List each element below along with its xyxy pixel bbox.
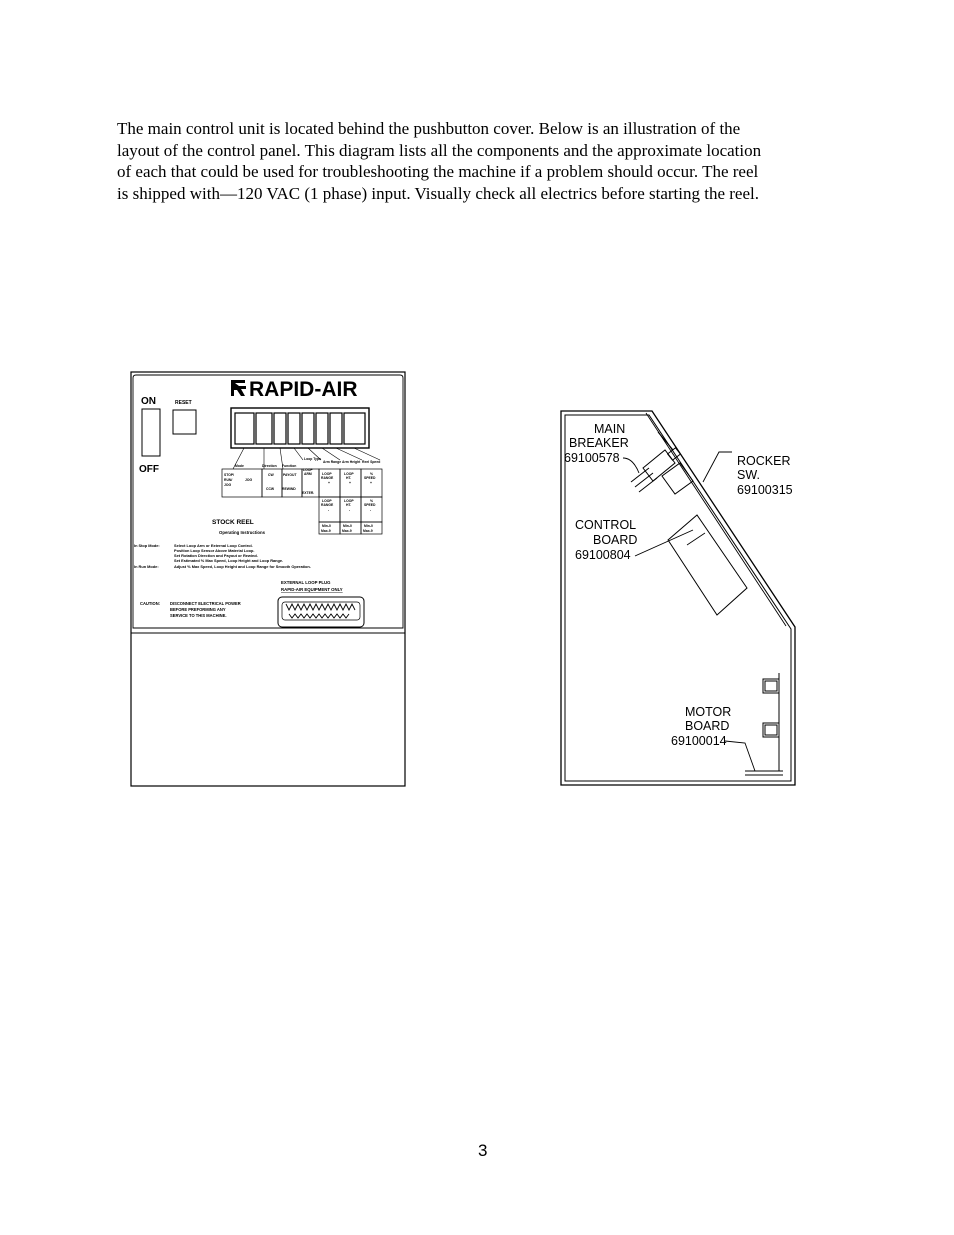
loop-ht-plus: HT. (346, 476, 352, 480)
min-max-height: Max-9 (342, 529, 352, 533)
rocker-switch-label: ROCKER (737, 454, 791, 468)
speed-minus: SPEED (364, 503, 376, 507)
caution-line: BEFORE PREFORMING ANY (170, 607, 226, 612)
intro-paragraph (117, 118, 847, 204)
control-board-label: CONTROL (575, 518, 637, 532)
motor-board-label: BOARD (685, 719, 730, 733)
loop-arm-label: ARM (304, 472, 312, 476)
intro-line: is shipped with—120 VAC (1 phase) input. Visually check all electrics before starting the reel. (117, 183, 759, 203)
stop-mode-line: Position Loop Sensor Above Material Loop. (174, 548, 255, 553)
min-max-speed: Max-9 (363, 529, 373, 533)
caution-label: CAUTION: (140, 601, 161, 606)
main-breaker-part (631, 432, 693, 494)
leader-rocker (703, 452, 732, 482)
reset-label: RESET (175, 400, 192, 406)
loop-arm-label: LOOP (303, 468, 313, 472)
loop-range-minus: RANGE (321, 503, 334, 507)
control-board-part (668, 515, 747, 615)
enclosure-diagram (555, 405, 805, 790)
stop-mode-label: In Stop Mode: (134, 543, 160, 548)
caution-line: DISCONNECT ELECTRICAL POWER (170, 601, 241, 606)
loop-ht-minus: HT. (346, 503, 352, 507)
panel-housing (131, 372, 405, 786)
loop-ht-plus: LOOP (344, 472, 354, 476)
rewind-button-label: REWIND (282, 487, 296, 491)
min-max-speed: Min-0 (364, 524, 373, 528)
connector-pins (289, 614, 349, 618)
header-function: Function (282, 464, 297, 468)
panel-face-line (646, 413, 786, 626)
external-loop-plug-connector[interactable] (278, 597, 364, 627)
header-reel-speed: Reel Speed (362, 460, 381, 464)
loop-ht-minus: LOOP (344, 499, 354, 503)
intro-line: of each that could be used for troubleshooting the machine if a problem should occur. The reel (117, 162, 759, 181)
header-arm-range: Arm Range (323, 460, 342, 464)
main-breaker-part-number: 69100578 (564, 451, 620, 465)
main-breaker-label: BREAKER (569, 436, 629, 450)
digit-window (316, 413, 328, 444)
logo-mark-icon (231, 380, 246, 396)
loop-ht-plus: + (349, 481, 351, 485)
control-panel-diagram (125, 368, 415, 793)
speed-plus: + (370, 481, 372, 485)
loop-range-plus: + (328, 481, 330, 485)
external-loop-plug-label: EXTERNAL LOOP PLUG (281, 580, 331, 585)
connector-pins (286, 604, 355, 610)
min-max-range: Min-0 (322, 524, 331, 528)
digit-window (288, 413, 300, 444)
header-arm-height: Arm Height (342, 460, 361, 464)
stop-mode-line: Set Estimated % Max Speed, Loop Height and Loop Range. (174, 558, 284, 563)
header-mode: Mode (235, 464, 244, 468)
speed-plus: SPEED (364, 476, 376, 480)
loop-range-plus: RANGE (321, 476, 334, 480)
on-label: ON (141, 396, 156, 407)
digit-window (235, 413, 254, 444)
caution-line: SERVICE TO THIS MACHINE. (170, 613, 227, 618)
page-number: 3 (478, 1141, 488, 1160)
run-mode-line: Adjust % Max Speed, Loop Height and Loop Range for Smooth Operation. (174, 564, 311, 569)
header-loop-type: Loop Type (304, 457, 321, 461)
digit-window (344, 413, 365, 444)
rapid-air-logo (231, 378, 358, 401)
mode-stop: STOP/ (224, 473, 235, 477)
digit-window (302, 413, 314, 444)
main-breaker-label: MAIN (594, 422, 626, 436)
payout-button-label: PAYOUT (283, 473, 297, 477)
leader-main-breaker (623, 458, 639, 473)
leader-control-board (635, 530, 693, 556)
ccw-button-label: CCW (266, 487, 275, 491)
digit-window (330, 413, 342, 444)
speed-plus: % (370, 472, 374, 476)
digit-window (274, 413, 286, 444)
control-board-label: BOARD (593, 533, 638, 547)
operating-instructions-title: Operating Instructions (219, 530, 266, 535)
rocker-switch-label: SW. (737, 468, 760, 482)
stop-mode-line: Set Rotation Direction and Payout or Rewind. (174, 553, 258, 558)
loop-range-minus: LOOP (322, 499, 332, 503)
loop-range-plus: LOOP (322, 472, 332, 476)
rocker-switch-part-number: 69100315 (737, 483, 793, 497)
min-max-height: Min-0 (343, 524, 352, 528)
run-mode-label: In Run Mode: (134, 564, 159, 569)
mode-run: RUN/ (224, 478, 233, 482)
loop-range-minus: - (328, 508, 330, 512)
header-direction: Direction (262, 464, 277, 468)
exter-label: EXTER. (302, 491, 315, 495)
speed-minus: % (370, 499, 374, 503)
control-board-part-number: 69100804 (575, 548, 631, 562)
leader-motor-board (725, 741, 755, 771)
digit-window (256, 413, 272, 444)
reset-button[interactable] (173, 410, 196, 434)
loop-ht-minus: - (349, 508, 351, 512)
cw-button-label: CW (268, 473, 274, 477)
jog-button-label: JOG (245, 478, 253, 482)
stop-mode-line: Select Loop Arm or External Loop Control. (174, 543, 253, 548)
motor-board-part-number: 69100014 (671, 734, 727, 748)
brand-name: RAPID-AIR (249, 378, 358, 401)
motor-board-label: MOTOR (685, 705, 732, 719)
speed-minus: - (370, 508, 372, 512)
intro-line: The main control unit is located behind the pushbutton cover. Below is an illustration of the (117, 119, 741, 138)
off-label: OFF (139, 464, 159, 475)
power-rocker-switch[interactable] (142, 409, 160, 456)
rapid-air-only-label: RAPID-AIR EQUIPMENT ONLY (281, 587, 343, 592)
mode-jog: JOG (224, 483, 232, 487)
intro-line: layout of the control panel. This diagram lists all the components and the approximate location (117, 140, 762, 160)
stock-reel-title: STOCK REEL (212, 519, 254, 526)
min-max-range: Max-9 (321, 529, 331, 533)
